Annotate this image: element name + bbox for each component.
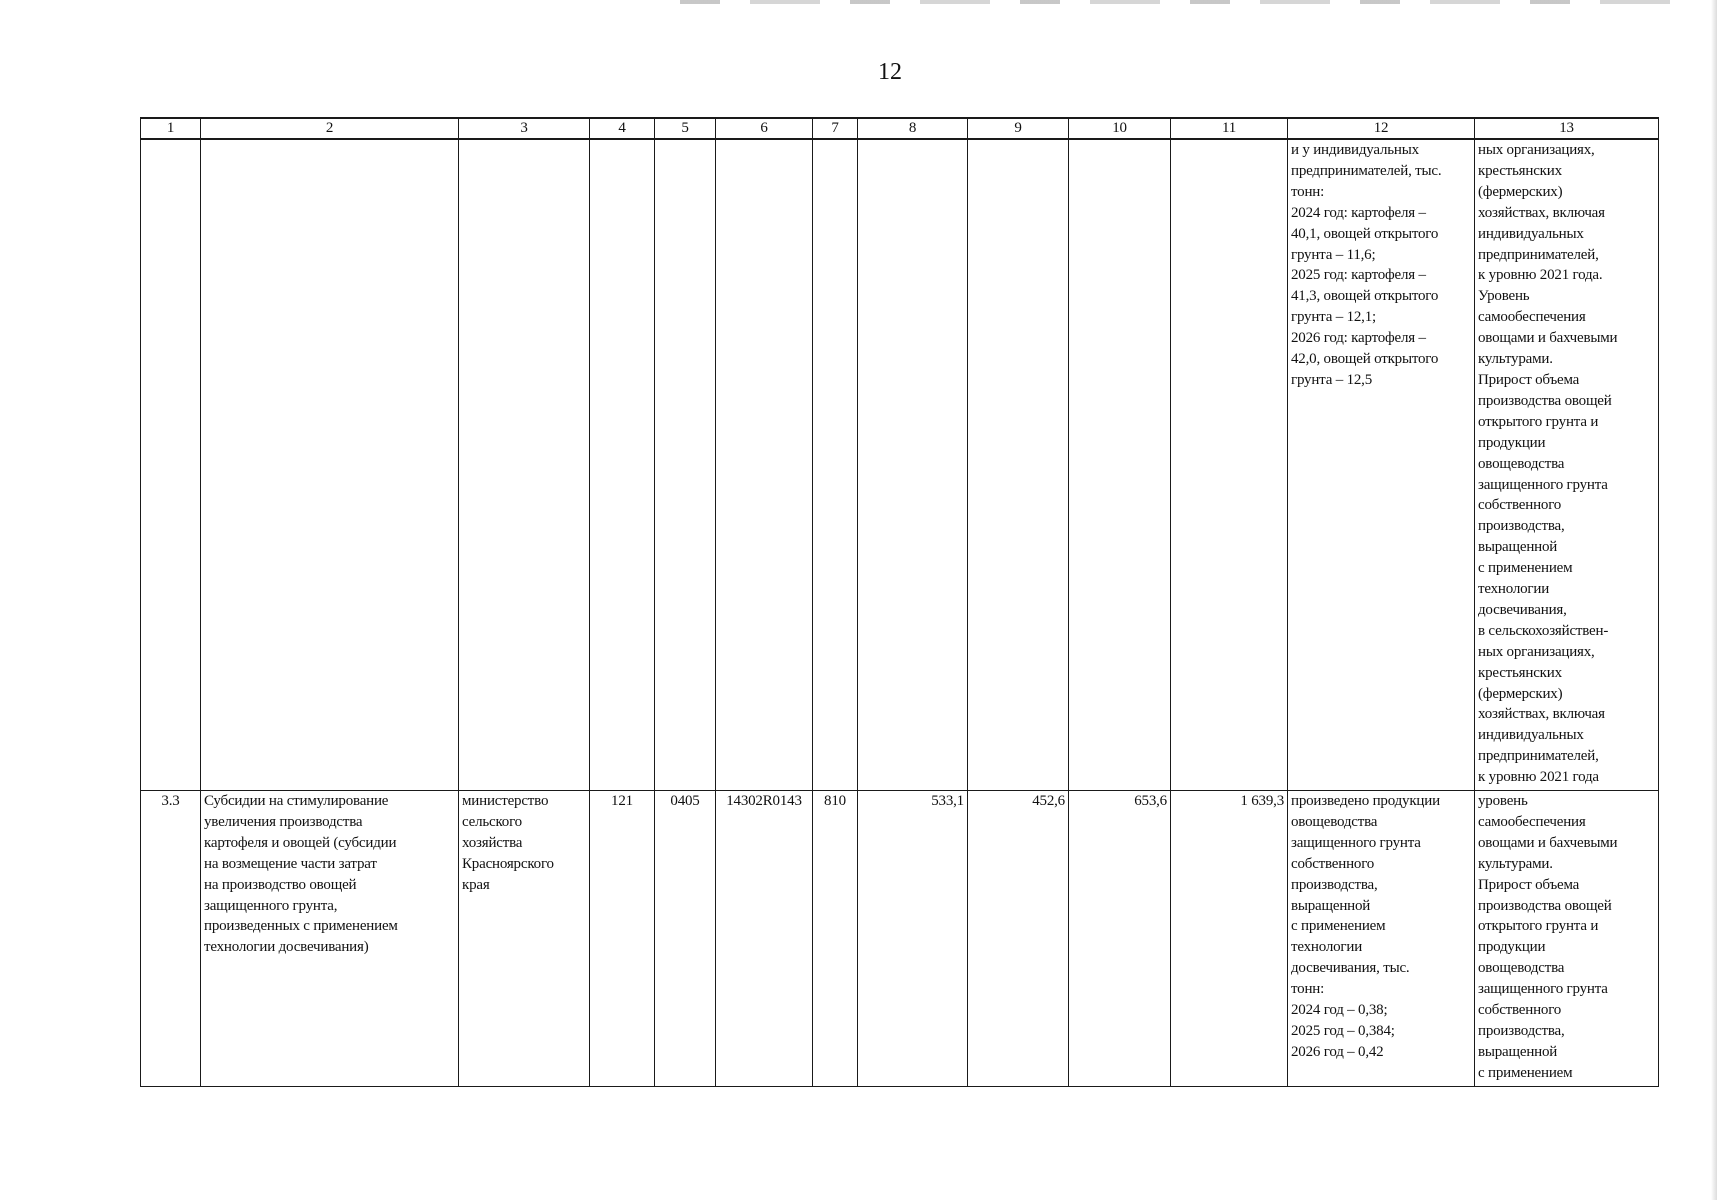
cont-cell-9 xyxy=(968,139,1069,791)
executor-name: министерство сельского хозяйства Красноярского края xyxy=(459,791,590,1087)
header-cell-10: 10 xyxy=(1069,118,1171,139)
header-cell-8: 8 xyxy=(858,118,968,139)
cont-cell-3 xyxy=(459,139,590,791)
cont-cell-8 xyxy=(858,139,968,791)
row-index: 3.3 xyxy=(141,791,201,1087)
code-target-article: 14302R0143 xyxy=(716,791,813,1087)
header-cell-3: 3 xyxy=(459,118,590,139)
header-cell-12: 12 xyxy=(1288,118,1475,139)
header-cell-7: 7 xyxy=(813,118,858,139)
cont-cell-6 xyxy=(716,139,813,791)
header-cell-2: 2 xyxy=(201,118,459,139)
amount-2024: 533,1 xyxy=(858,791,968,1087)
header-cell-6: 6 xyxy=(716,118,813,139)
continuation-row xyxy=(141,139,1659,791)
cont-cell-11 xyxy=(1171,139,1288,791)
cont-cell-5 xyxy=(655,139,716,791)
header-cell-4: 4 xyxy=(590,118,655,139)
code-grbs: 121 xyxy=(590,791,655,1087)
cont-cell-10 xyxy=(1069,139,1171,791)
header-cell-1: 1 xyxy=(141,118,201,139)
budget-table xyxy=(140,117,1659,1087)
amount-2025: 452,6 xyxy=(968,791,1069,1087)
cont-cell-2 xyxy=(201,139,459,791)
scan-artifact-top xyxy=(680,0,1680,4)
cont-cell-1 xyxy=(141,139,201,791)
header-row xyxy=(141,118,1659,139)
page-number: 12 xyxy=(878,59,902,85)
header-cell-13: 13 xyxy=(1475,118,1659,139)
code-expense-type: 810 xyxy=(813,791,858,1087)
result-indicator: произведено продукции овощеводства защищенного грунта собственного производства, выращенной с применением технологии досвечивания, тыс. тонн: 2024 год – 0,38; 2025 год – 0,384; 2026 год – 0,42 xyxy=(1288,791,1475,1087)
header-cell-9: 9 xyxy=(968,118,1069,139)
header-cell-11: 11 xyxy=(1171,118,1288,139)
header-cell-5: 5 xyxy=(655,118,716,139)
table-row-3-3 xyxy=(141,791,1659,1087)
code-section: 0405 xyxy=(655,791,716,1087)
measure-name: Субсидии на стимулирование увеличения производства картофеля и овощей (субсидии на возмещение части затрат на производство овощей защищенного грунта, произведенных с применением технологии досвечивания) xyxy=(201,791,459,1087)
cont-cell-4 xyxy=(590,139,655,791)
amount-total: 1 639,3 xyxy=(1171,791,1288,1087)
amount-2026: 653,6 xyxy=(1069,791,1171,1087)
target-indicator: уровень самообеспечения овощами и бахчевыми культурами. Прирост объема производства овощей открытого грунта и продукции овощеводства защищенного грунта собственного производства, выращенной с применением xyxy=(1475,791,1659,1087)
sheet-edge-shadow xyxy=(1711,0,1717,1200)
cont-target-indicator: ных организациях, крестьянских (фермерских) хозяйствах, включая индивидуальных предпринимателей, к уровню 2021 года. Уровень самообеспечения овощами и бахчевыми культурами. Прирост объема производства овощей открытого грунта и продукции овощеводства защищенного грунта собственного производства, выращенной с применением технологии досвечивания, в сельскохозяйствен- ных организациях, крестьянских (фермерских) хозяйствах, включая индивидуальных предпринимателей, к уровню 2021 года xyxy=(1475,139,1659,791)
cont-result-indicator: и у индивидуальных предпринимателей, тыс. тонн: 2024 год: картофеля – 40,1, овощей открытого грунта – 11,6; 2025 год: картофеля – 41,3, овощей открытого грунта – 12,1; 2026 год: картофеля – 42,0, овощей открытого грунта – 12,5 xyxy=(1288,139,1475,791)
cont-cell-7 xyxy=(813,139,858,791)
